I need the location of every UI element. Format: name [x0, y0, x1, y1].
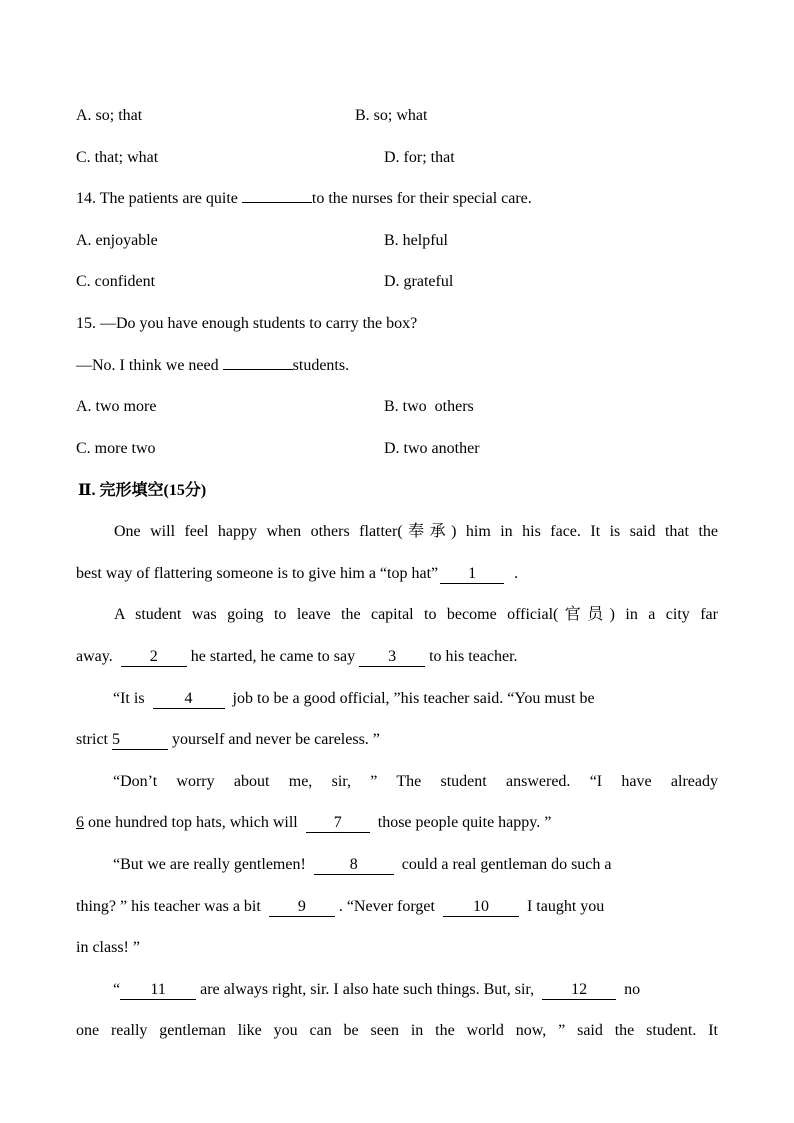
q13-option-d: D. for; that — [384, 149, 455, 166]
cloze-p6-line1: “ 11 are always right, sir. I also hate such things. But, sir, 12 no — [113, 981, 641, 998]
blank-12[interactable]: 12 — [542, 981, 616, 1000]
q15-option-d: D. two another — [384, 440, 480, 457]
cloze-p1-line2: best way of flattering someone is to give him a “top hat” 1 . — [76, 565, 519, 582]
blank-4[interactable]: 4 — [153, 690, 225, 709]
q13-option-a: A. so; that — [76, 107, 143, 124]
cloze-p6-line2: one really gentleman like you can be seen in the world now, ” said the student. It — [76, 1022, 718, 1039]
cloze-p4-line1: “Don’t worry about me, sir, ” The student answered. “I have already — [113, 773, 718, 790]
q13-option-c: C. that; what — [76, 149, 159, 166]
cloze-p5-line2: thing? ” his teacher was a bit 9 . “Never forget 10 I taught you — [76, 898, 605, 915]
answer-blank[interactable] — [242, 202, 312, 203]
blank-5[interactable]: 5 — [112, 731, 168, 750]
blank-2[interactable]: 2 — [121, 648, 187, 667]
blank-8[interactable]: 8 — [314, 856, 394, 875]
q15-option-b: B. two others — [384, 398, 474, 415]
blank-6[interactable]: 6 — [76, 814, 84, 831]
cloze-p2-line1: A student was going to leave the capital to become official(官员) in a city far — [114, 606, 718, 623]
q15-stem: 15. —Do you have enough students to carry the box? — [76, 315, 418, 332]
section-title: Ⅱ. 完形填空(15分) — [78, 482, 207, 499]
q14-option-c: C. confident — [76, 273, 156, 290]
q15-option-a: A. two more — [76, 398, 157, 415]
q15-reply: —No. I think we need students. — [76, 357, 350, 374]
cloze-p2-line2: away. 2 he started, he came to say 3 to his teacher. — [76, 648, 518, 665]
q15-option-c: C. more two — [76, 440, 156, 457]
answer-blank[interactable] — [223, 369, 293, 370]
cloze-p3-line1: “It is 4 job to be a good official, ”his teacher said. “You must be — [113, 690, 595, 707]
q14-stem: 14. The patients are quite to the nurses for their special care. — [76, 190, 532, 207]
blank-9[interactable]: 9 — [269, 898, 335, 917]
blank-10[interactable]: 10 — [443, 898, 519, 917]
cloze-p5-line3: in class! ” — [76, 939, 140, 956]
cloze-p3-line2: strict 5 yourself and never be careless. ” — [76, 731, 380, 748]
cloze-p4-line2: 6 one hundred top hats, which will 7 those people quite happy. ” — [76, 814, 552, 831]
q14-option-a: A. enjoyable — [76, 232, 158, 249]
q14-option-d: D. grateful — [384, 273, 454, 290]
q14-option-b: B. helpful — [384, 232, 448, 249]
blank-11[interactable]: 11 — [120, 981, 196, 1000]
cloze-p1-line1: One will feel happy when others flatter(奉承) him in his face. It is said that the — [114, 523, 718, 540]
cloze-p5-line1: “But we are really gentlemen! 8 could a real gentleman do such a — [113, 856, 612, 873]
q13-option-b: B. so; what — [355, 107, 428, 124]
blank-7[interactable]: 7 — [306, 814, 370, 833]
blank-3[interactable]: 3 — [359, 648, 425, 667]
blank-1[interactable]: 1 — [440, 565, 504, 584]
